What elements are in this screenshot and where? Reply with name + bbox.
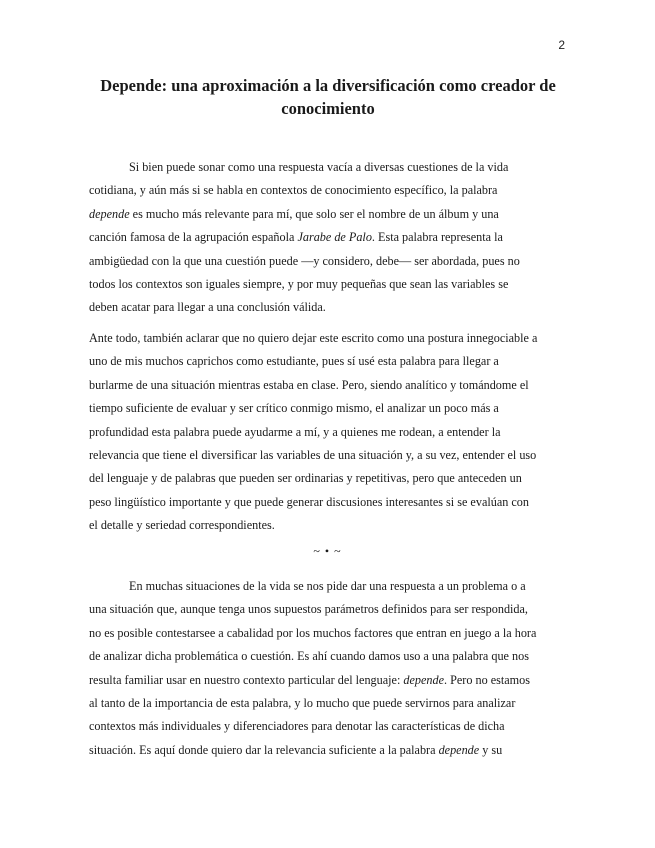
text-run: una situación que, aunque tenga unos supuestos parámetros definidos para ser respondida,: [89, 602, 528, 617]
page-title: [78, 74, 578, 120]
text-run: de analizar dicha problemática o cuestión. Es ahí cuando damos uso a una palabra que nos: [89, 649, 529, 664]
paragraph-line: Ante todo, también aclarar que no quiero dejar este escrito como una postura innegociable a: [89, 331, 538, 345]
italic-term: depende: [403, 672, 444, 687]
section-divider: ~ • ~: [313, 544, 342, 558]
paragraph-line: uno de mis muchos caprichos como estudiante, pues sí usé esta palabra para llegar a: [89, 354, 499, 369]
paragraph-line: peso lingüístico importante y que puede generar discusiones interesantes si se evalúan con: [89, 494, 529, 509]
paragraph-line: [89, 622, 566, 645]
text-run: deben acatar para llegar a una conclusión válida.: [89, 300, 326, 315]
page-number: 2: [558, 38, 565, 52]
text-run: Si bien puede sonar como una respuesta vacía a diversas cuestiones de la vida: [129, 160, 509, 174]
text-run: ambigüedad con la que una cuestión puede —y considero, debe— ser abordada, pues no: [89, 253, 520, 268]
text-run: cotidiana, y aún más si se habla en contextos de conocimiento específico, la palabra: [89, 183, 498, 198]
paragraph-line: [89, 226, 566, 249]
text-run: . Esta palabra representa la: [371, 230, 503, 245]
paragraph-line: [89, 250, 566, 273]
text-run: canción famosa de la agrupación española: [89, 230, 298, 245]
paragraph-2: [89, 327, 566, 538]
paragraph-line: del lenguaje y de palabras que pueden ser ordinarias y repetitivas, pero que anteceden un: [89, 471, 522, 486]
title-line-2: conocimiento: [281, 99, 375, 118]
paragraph-line: [89, 645, 566, 668]
text-run: situación. Es aquí donde quiero dar la relevancia suficiente a la palabra: [89, 742, 439, 757]
text-run: al tanto de la importancia de esta palabra, y lo mucho que puede servirnos para analizar: [89, 695, 516, 710]
paragraph-line: [89, 669, 566, 692]
text-run: En muchas situaciones de la vida se nos pide dar una respuesta a un problema o a: [129, 579, 526, 593]
text-run: es mucho más relevante para mí, que solo ser el nombre de un álbum y una: [129, 206, 499, 221]
paragraph-line: tiempo suficiente de evaluar y ser crítico conmigo mismo, el analizar un poco más a: [89, 401, 499, 416]
paragraph-1: [89, 156, 566, 320]
paragraph-line: el detalle y seriedad correspondientes.: [89, 518, 275, 533]
paragraph-line: [89, 739, 566, 762]
paragraph-line: [89, 156, 566, 179]
paragraph-line: [89, 692, 566, 715]
paragraph-line: [89, 273, 566, 296]
paragraph-line: [89, 598, 566, 621]
paragraph-line: [89, 179, 566, 202]
italic-term: depende: [438, 742, 480, 757]
text-run: y su: [479, 742, 503, 757]
text-run: no es posible contestarsee a cabalidad por los muchos factores que entran en juego a la hora: [89, 625, 537, 640]
paragraph-line: relevancia que tiene el diversificar las variables de una situación y, a su vez, entender el uso: [89, 447, 537, 462]
paragraph-line: profundidad esta palabra puede ayudarme a mí, y a quienes me rodean, a entender la: [89, 424, 501, 439]
text-run: todos los contextos son iguales siempre, y por muy pequeñas que sean las variables se: [89, 276, 509, 291]
paragraph-3: [89, 575, 566, 762]
italic-term: Jarabe de Palo: [297, 230, 372, 245]
paragraph-line: [89, 203, 566, 226]
paragraph-line: [89, 715, 566, 738]
paragraph-line: burlarme de una situación mientras estaba en clase. Pero, siendo analítico y tomándome el: [89, 377, 529, 392]
paragraph-line: [89, 296, 566, 319]
paragraph-line: [89, 575, 566, 598]
italic-term: depende: [89, 206, 130, 221]
text-run: resulta familiar usar en nuestro contexto particular del lenguaje:: [89, 672, 404, 687]
text-run: . Pero no estamos: [444, 672, 530, 687]
title-line-1: Depende: una aproximación a la diversificación como creador de: [100, 76, 556, 95]
text-run: contextos más individuales y diferenciadores para denotar las características de dicha: [89, 719, 505, 734]
